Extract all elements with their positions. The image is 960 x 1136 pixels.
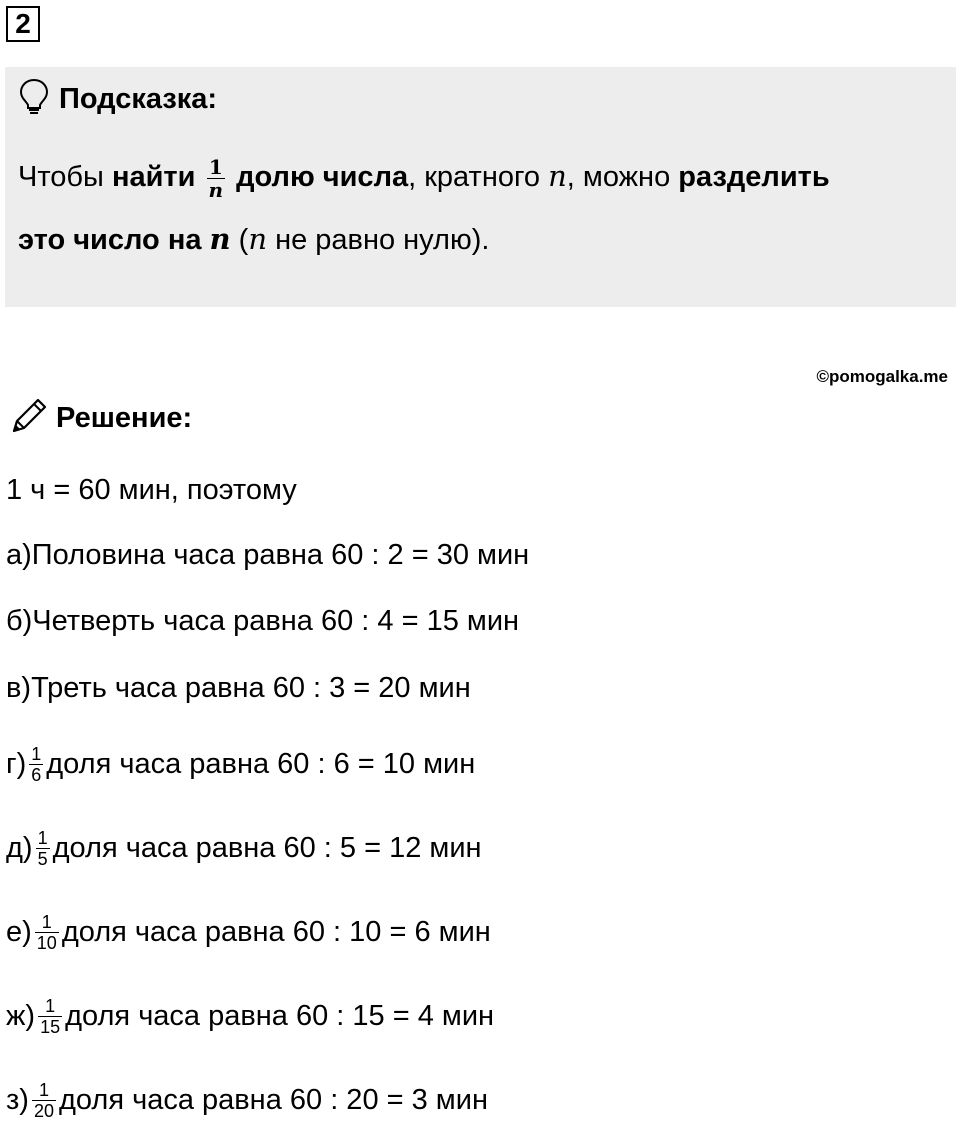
fraction <box>36 829 50 868</box>
hint-text-part: не равно нулю). <box>267 224 490 256</box>
solution-item <box>6 817 482 879</box>
item-prefix: д) <box>6 831 33 864</box>
fraction <box>32 1081 56 1120</box>
fraction-numerator: 1 <box>37 827 48 848</box>
solution-item <box>6 985 494 1047</box>
math-variable: n <box>248 222 268 256</box>
hint-text-part: Чтобы <box>18 161 112 193</box>
solution-item <box>6 668 471 708</box>
item-text: доля часа равна 60 : 20 = 3 мин <box>59 1083 488 1116</box>
item-text: доля часа равна 60 : 6 = 10 мин <box>46 747 476 780</box>
fraction-denominator: 6 <box>31 764 42 785</box>
item-text: Половина часа равна 60 : 2 = 30 мин <box>31 538 530 571</box>
hint-text-bold: это число на <box>18 224 210 256</box>
task-number: 2 <box>6 6 40 42</box>
item-prefix: б) <box>6 604 33 637</box>
fraction-denominator: 15 <box>40 1016 61 1037</box>
copyright-watermark: ©pomogalka.me <box>816 367 948 386</box>
hint-header <box>19 79 217 119</box>
fraction-numerator: 1 <box>35 913 59 933</box>
fraction-numerator: 1 <box>32 1081 56 1101</box>
item-text: доля часа равна 60 : 10 = 6 мин <box>61 915 491 948</box>
fraction-numerator: 1 <box>38 997 62 1017</box>
solution-item <box>6 601 519 641</box>
item-text: Четверть часа равна 60 : 4 = 15 мин <box>32 604 520 637</box>
fraction-denominator: 5 <box>37 848 48 869</box>
solution-item <box>6 733 475 795</box>
solution-item <box>6 535 529 575</box>
fraction-numerator: 1 <box>31 743 42 764</box>
solution-item <box>6 901 491 963</box>
fraction <box>29 745 43 784</box>
hint-title: Подсказка: <box>59 82 218 115</box>
item-text: доля часа равна 60 : 15 = 4 мин <box>65 999 495 1032</box>
item-prefix: в) <box>6 671 32 704</box>
hint-text <box>18 145 943 271</box>
fraction-denominator: 20 <box>33 1100 54 1121</box>
fraction-1-n <box>207 154 226 202</box>
hint-text-part: , кратного <box>408 161 549 193</box>
hint-text-bold: найти <box>111 161 196 193</box>
lightbulb-icon <box>19 78 49 121</box>
fraction <box>38 997 62 1036</box>
fraction-numerator: 1 <box>207 157 226 179</box>
fraction-denominator: n <box>208 177 224 202</box>
hint-text-bold: разделить <box>678 161 830 193</box>
math-variable: n <box>209 222 231 256</box>
pencil-icon <box>8 395 50 442</box>
solution-intro <box>6 470 297 510</box>
hint-text-part: ( <box>230 224 249 256</box>
hint-text-part: , можно <box>566 161 679 193</box>
solution-item <box>6 1069 488 1131</box>
solution-title: Решение: <box>56 401 193 434</box>
fraction <box>35 913 59 952</box>
solution-header <box>8 396 192 440</box>
math-variable: n <box>548 159 567 193</box>
item-prefix: г) <box>6 747 27 780</box>
solution-intro-text: 1 ч = 60 мин, поэтому <box>6 473 297 506</box>
hint-text-bold: долю числа <box>236 161 409 193</box>
item-prefix: з) <box>6 1083 29 1116</box>
hint-box <box>5 67 956 307</box>
item-prefix: е) <box>6 915 32 948</box>
fraction-denominator: 10 <box>36 932 57 953</box>
item-prefix: а) <box>6 538 32 571</box>
item-text: Треть часа равна 60 : 3 = 20 мин <box>31 671 471 704</box>
item-text: доля часа равна 60 : 5 = 12 мин <box>52 831 482 864</box>
item-prefix: ж) <box>6 999 36 1032</box>
